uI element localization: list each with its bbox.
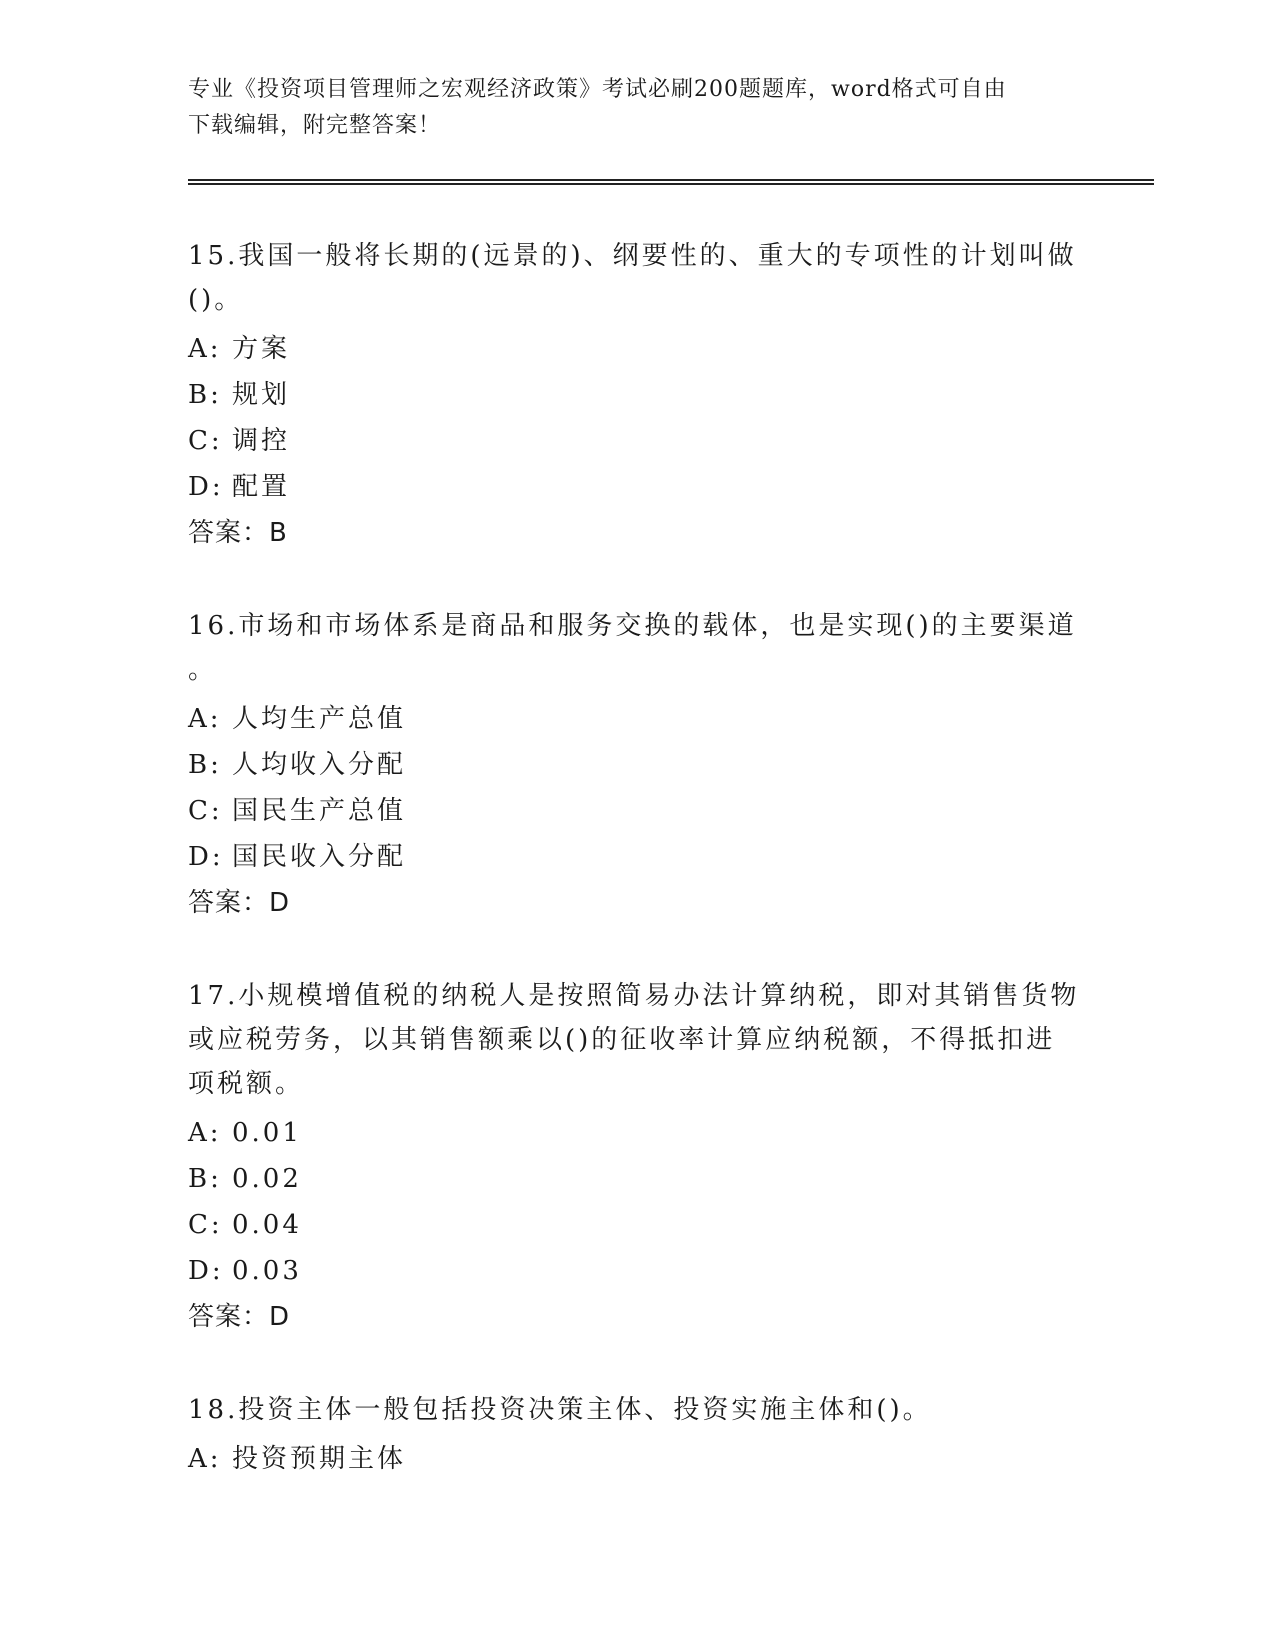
- option-letter: C:: [188, 1210, 223, 1240]
- option-a: [188, 1110, 1088, 1156]
- option-c: [188, 788, 1088, 834]
- option-b: [188, 1156, 1088, 1202]
- question-18: [188, 1388, 1088, 1482]
- option-text: 投资预期主体: [232, 1444, 407, 1474]
- option-text: 人均收入分配: [232, 750, 407, 780]
- option-letter: B:: [188, 1164, 222, 1194]
- stem-line: 15.我国一般将长期的(远景的)、纲要性的、重大的专项性的计划叫做: [188, 241, 1077, 271]
- document-header: [188, 72, 1068, 144]
- option-text: 0.04: [232, 1210, 302, 1240]
- option-c: [188, 418, 1088, 464]
- stem-line: 或应税劳务，以其销售额乘以()的征收率计算应纳税额，不得抵扣进: [188, 1025, 1056, 1055]
- option-d: [188, 464, 1088, 510]
- option-text: 配置: [232, 472, 291, 502]
- option-letter: B:: [188, 750, 222, 780]
- stem-line: 项税额。: [188, 1069, 305, 1099]
- option-letter: A:: [188, 1118, 222, 1148]
- answer-line: 答案：B: [188, 518, 288, 548]
- stem-line: 18.投资主体一般包括投资决策主体、投资实施主体和()。: [188, 1395, 932, 1425]
- option-letter: C:: [188, 426, 223, 456]
- question-list: [188, 234, 1088, 1530]
- option-text: 0.02: [232, 1164, 302, 1194]
- option-b: [188, 372, 1088, 418]
- option-text: 规划: [232, 380, 291, 410]
- option-letter: B:: [188, 380, 222, 410]
- option-text: 调控: [232, 426, 291, 456]
- option-text: 0.03: [232, 1256, 302, 1286]
- answer-line: 答案：D: [188, 888, 291, 918]
- option-d: [188, 1248, 1088, 1294]
- option-c: [188, 1202, 1088, 1248]
- option-a: [188, 326, 1088, 372]
- stem-line: ()。: [188, 285, 244, 315]
- option-letter: A:: [188, 704, 222, 734]
- option-text: 0.01: [232, 1118, 302, 1148]
- stem-line: 。: [188, 655, 218, 685]
- option-text: 国民生产总值: [232, 796, 407, 826]
- option-d: [188, 834, 1088, 880]
- question-16: [188, 604, 1088, 926]
- option-b: [188, 742, 1088, 788]
- option-letter: A:: [188, 334, 222, 364]
- question-stem: [188, 604, 1088, 692]
- question-stem: [188, 1388, 1088, 1432]
- stem-line: 17.小规模增值税的纳税人是按照简易办法计算纳税，即对其销售货物: [188, 981, 1080, 1011]
- header-divider: [188, 179, 1154, 185]
- option-a: [188, 1436, 1088, 1482]
- header-line-1: 专业《投资项目管理师之宏观经济政策》考试必刷200题题库，word格式可自由: [188, 77, 1007, 102]
- option-letter: D:: [188, 842, 224, 872]
- option-text: 国民收入分配: [232, 842, 407, 872]
- option-letter: A:: [188, 1444, 222, 1474]
- header-line-2: 下载编辑，附完整答案！: [188, 113, 442, 138]
- stem-line: 16.市场和市场体系是商品和服务交换的载体，也是实现()的主要渠道: [188, 611, 1077, 641]
- option-letter: C:: [188, 796, 223, 826]
- question-stem: [188, 234, 1088, 322]
- answer-line: 答案：D: [188, 1302, 291, 1332]
- question-17: [188, 974, 1088, 1340]
- option-a: [188, 696, 1088, 742]
- option-letter: D:: [188, 1256, 224, 1286]
- question-15: [188, 234, 1088, 556]
- option-text: 人均生产总值: [232, 704, 407, 734]
- option-text: 方案: [232, 334, 291, 364]
- question-stem: [188, 974, 1088, 1106]
- option-letter: D:: [188, 472, 224, 502]
